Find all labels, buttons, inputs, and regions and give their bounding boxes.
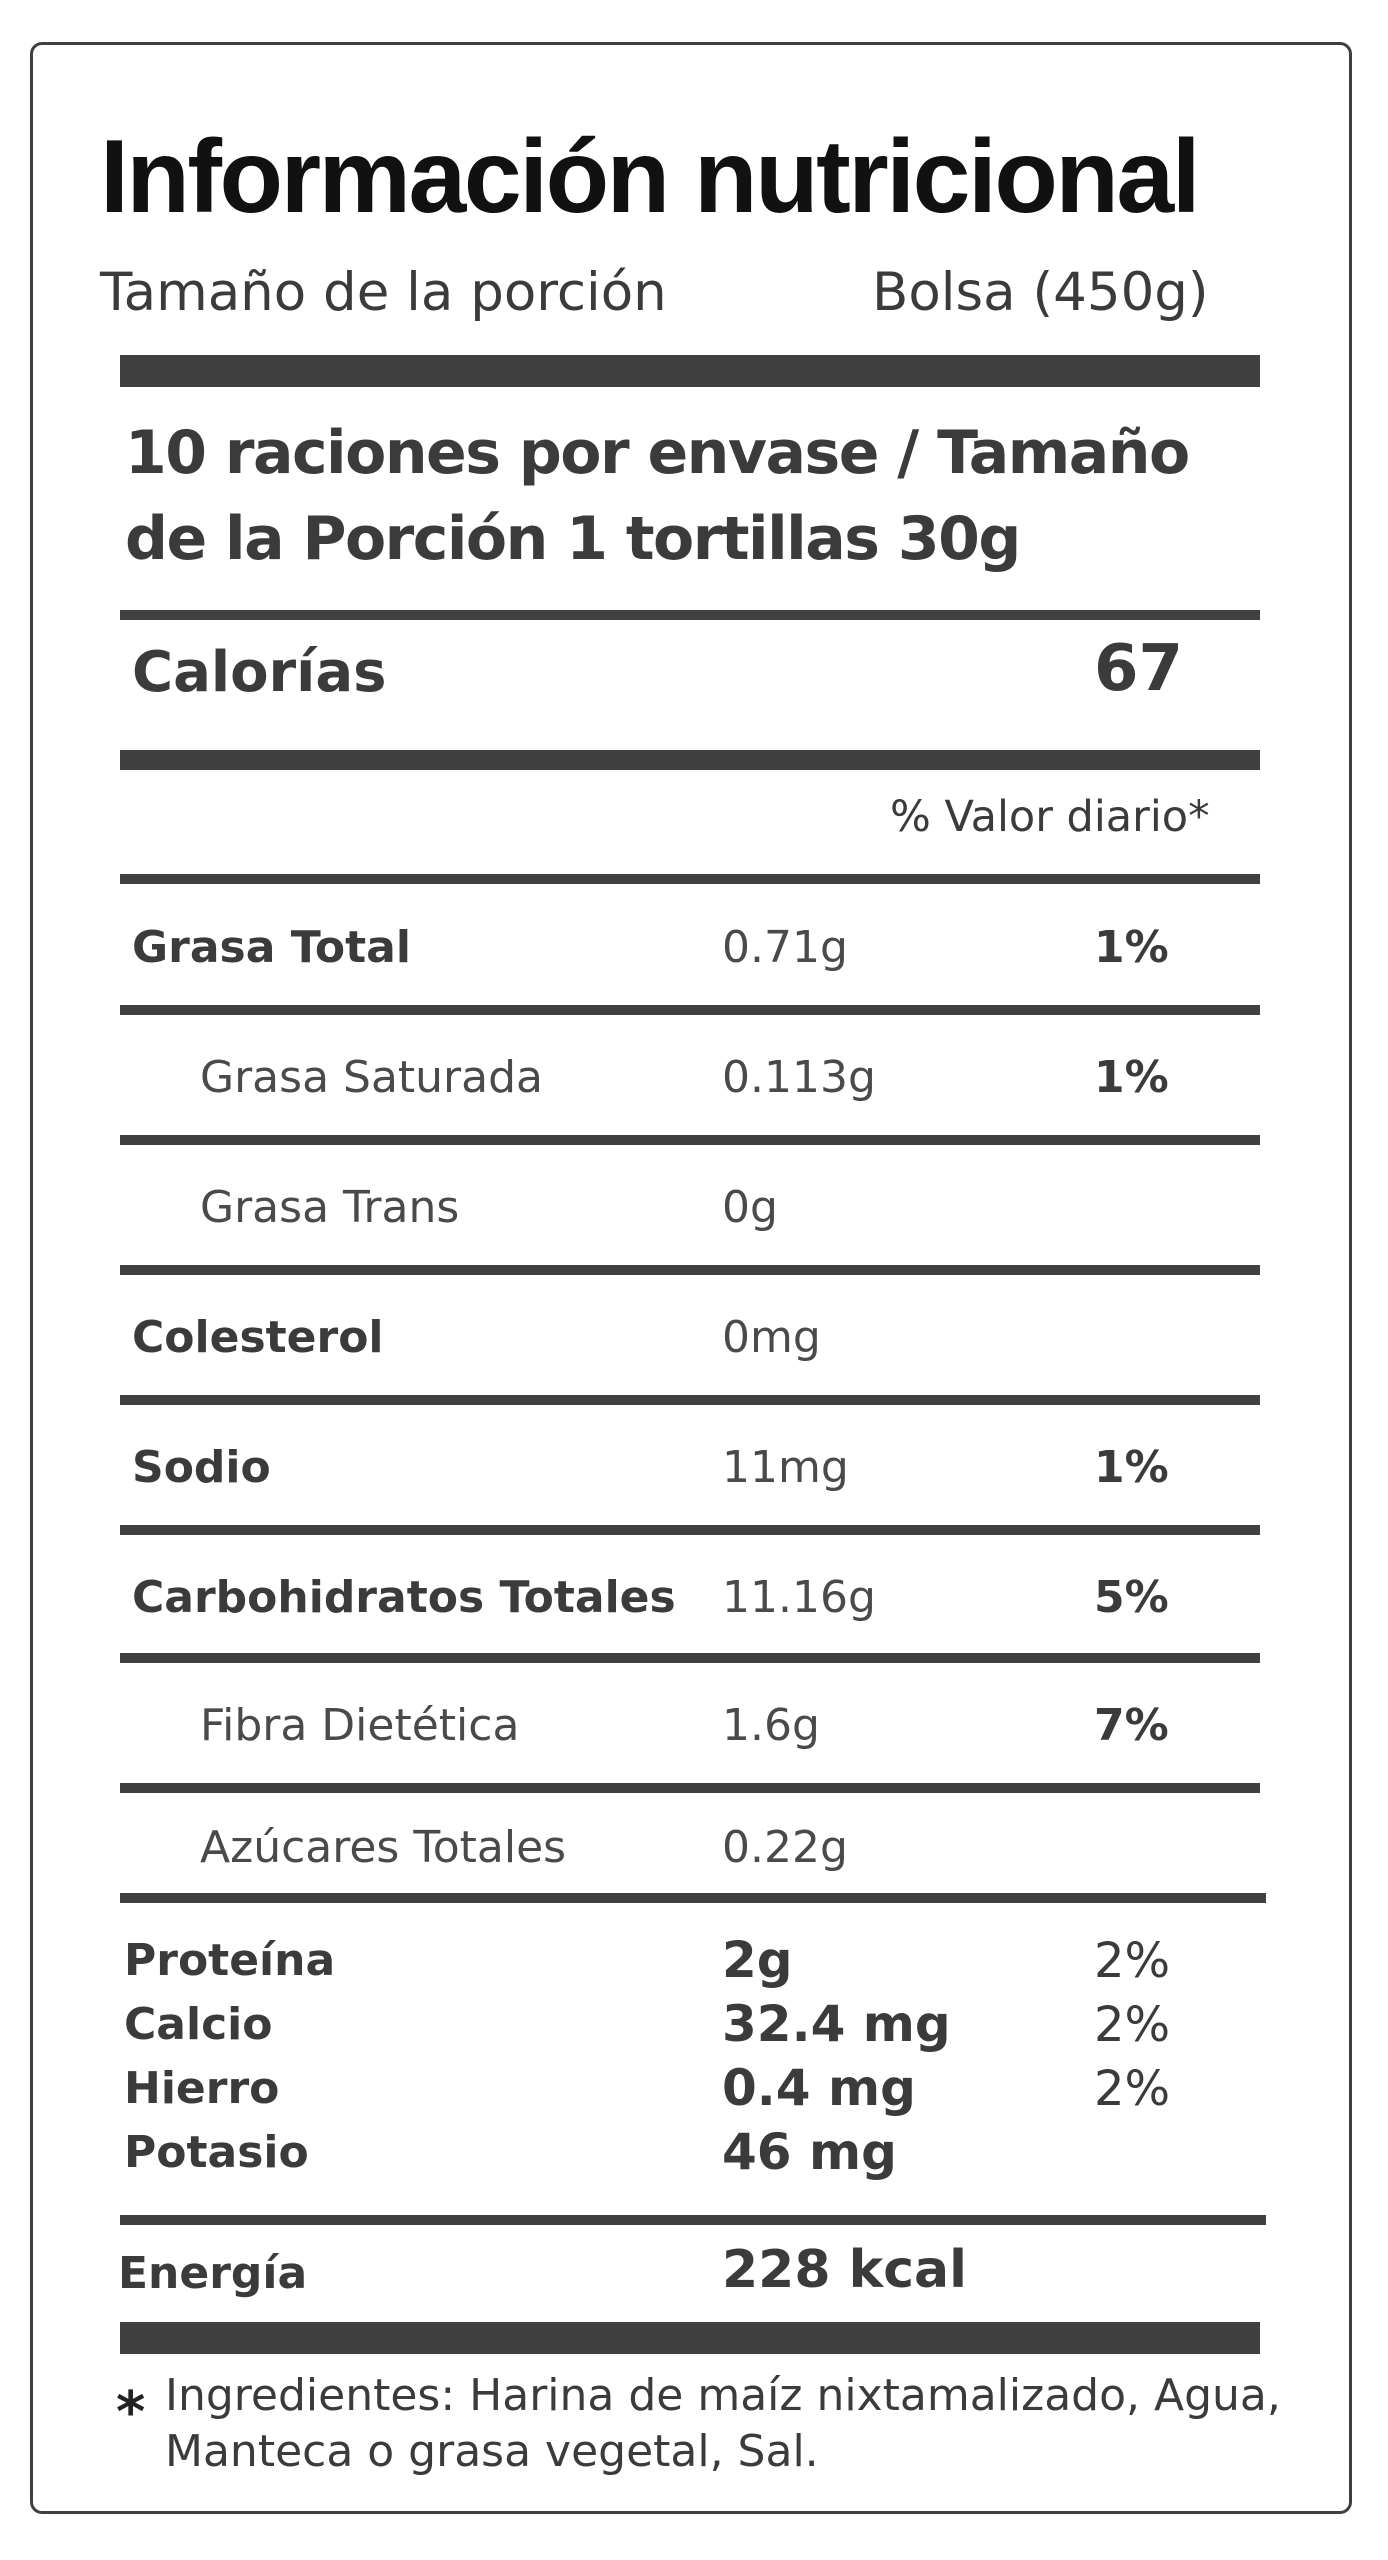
nutrient-daily-value: 5%	[1094, 1572, 1169, 1623]
nutrient-amount: 32.4 mg	[722, 1995, 951, 2053]
daily-value-header: % Valor diario*	[890, 792, 1210, 842]
serving-size-label: Tamaño de la porción	[100, 262, 667, 323]
nutrient-amount: 11.16g	[722, 1572, 876, 1623]
nutrient-name: Calcio	[124, 1999, 273, 2050]
thick-divider	[120, 2322, 1260, 2354]
nutrient-row	[0, 922, 1388, 1002]
nutrient-amount: 0g	[722, 1182, 778, 1233]
divider	[120, 1525, 1260, 1535]
nutrient-amount: 1.6g	[722, 1700, 820, 1751]
label-title: Información nutricional	[100, 119, 1199, 235]
ingredients-text: Ingredientes: Harina de maíz nixtamalizado, Agua, Manteca o grasa vegetal, Sal.	[165, 2370, 1281, 2477]
servings-per-container: 10 raciones por envase / Tamaño de la Porción 1 tortillas 30g	[125, 418, 1189, 574]
nutrient-name: Grasa Trans	[200, 1182, 460, 1233]
nutrient-name: Colesterol	[132, 1312, 384, 1363]
divider	[120, 1395, 1260, 1405]
divider	[120, 1265, 1260, 1275]
divider	[120, 1135, 1260, 1145]
nutrient-name: Fibra Dietética	[200, 1700, 520, 1751]
nutrient-name: Hierro	[124, 2063, 280, 2114]
nutrient-daily-value: 2%	[1094, 1997, 1171, 2053]
serving-size-value: Bolsa (450g)	[872, 262, 1209, 323]
nutrient-daily-value: 2%	[1094, 2061, 1171, 2117]
nutrient-amount: 0.22g	[722, 1822, 848, 1873]
divider	[120, 2215, 1266, 2225]
nutrient-name: Carbohidratos Totales	[132, 1572, 676, 1623]
nutrient-daily-value: 1%	[1094, 922, 1169, 973]
nutrient-daily-value: 1%	[1094, 1442, 1169, 1493]
calories-value: 67	[1094, 632, 1184, 706]
nutrient-name: Potasio	[124, 2127, 309, 2178]
nutrient-name: Sodio	[132, 1442, 271, 1493]
energy-label: Energía	[118, 2248, 308, 2299]
calories-label: Calorías	[132, 640, 387, 705]
nutrient-daily-value: 1%	[1094, 1052, 1169, 1103]
nutrient-row	[0, 1442, 1388, 1522]
nutrient-name: Grasa Saturada	[200, 1052, 543, 1103]
nutrient-amount: 46 mg	[722, 2123, 897, 2181]
thick-divider	[120, 355, 1260, 387]
nutrient-daily-value: 7%	[1094, 1700, 1169, 1751]
nutrient-name: Proteína	[124, 1935, 336, 1986]
nutrient-daily-value: 2%	[1094, 1933, 1171, 1989]
nutrient-amount: 2g	[722, 1931, 793, 1989]
nutrient-amount: 0.4 mg	[722, 2059, 916, 2117]
divider	[120, 874, 1260, 884]
nutrient-name: Azúcares Totales	[200, 1822, 567, 1873]
divider	[120, 1653, 1260, 1663]
extra-nutrient-row	[0, 1931, 1388, 1999]
nutrient-name: Grasa Total	[132, 922, 411, 973]
footnote-asterisk: *	[116, 2380, 146, 2445]
nutrient-amount: 0.71g	[722, 922, 848, 973]
nutrient-row	[0, 1700, 1388, 1780]
nutrient-amount: 0mg	[722, 1312, 821, 1363]
extra-nutrient-row	[0, 2059, 1388, 2127]
energy-value: 228 kcal	[722, 2240, 967, 2300]
extra-nutrient-row	[0, 2123, 1388, 2191]
nutrient-row	[0, 1822, 1388, 1902]
thick-divider	[120, 750, 1260, 770]
nutrient-amount: 11mg	[722, 1442, 849, 1493]
divider	[120, 1783, 1260, 1793]
extra-nutrient-row	[0, 1995, 1388, 2063]
nutrient-row	[0, 1052, 1388, 1132]
nutrient-amount: 0.113g	[722, 1052, 876, 1103]
nutrient-row	[0, 1312, 1388, 1392]
divider	[120, 1893, 1266, 1903]
divider	[120, 1005, 1260, 1015]
nutrient-row	[0, 1572, 1388, 1652]
nutrient-row	[0, 1182, 1388, 1262]
divider	[120, 610, 1260, 620]
